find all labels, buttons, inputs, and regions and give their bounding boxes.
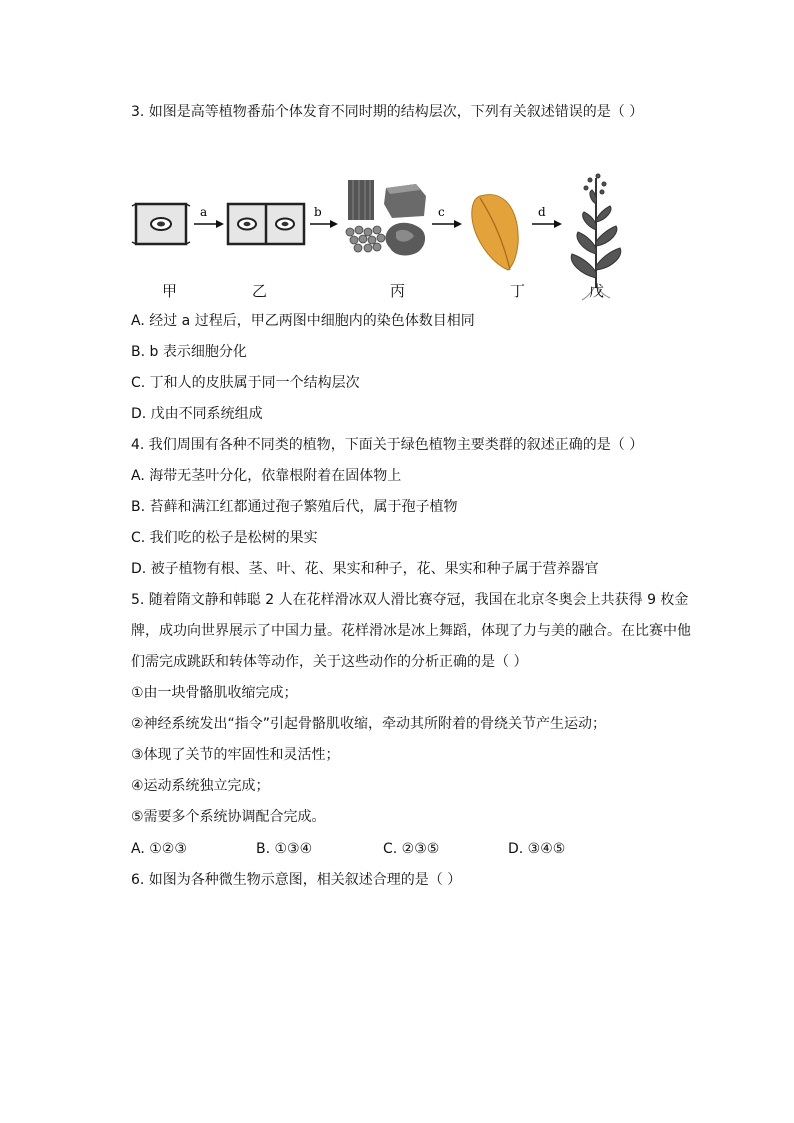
tomato-structure-diagram bbox=[128, 158, 648, 306]
q4-option-d: D. 被子植物有根、茎、叶、花、果实和种子，花、果实和种子属于营养器官 bbox=[131, 561, 599, 577]
q5-statement-1: ①由一块骨骼肌收缩完成； bbox=[131, 685, 298, 701]
two-cells-icon bbox=[228, 204, 304, 244]
arrow-d-icon bbox=[532, 205, 562, 228]
single-cell-icon bbox=[132, 204, 190, 244]
arrow-b-label: b bbox=[314, 205, 322, 219]
question-5-stem-line-2: 牌，成功向世界展示了中国力量。花样滑冰是冰上舞蹈，体现了力与美的融合。在比赛中他 bbox=[131, 623, 691, 639]
structure-levels-figure bbox=[128, 158, 648, 306]
q5-statement-2: ②神经系统发出“指令”引起骨骼肌收缩，牵动其所附着的骨绕关节产生运动； bbox=[131, 716, 607, 732]
arrow-b-icon bbox=[310, 205, 338, 228]
tissues-icon bbox=[346, 180, 426, 255]
arrow-c-label: c bbox=[438, 205, 445, 219]
arrow-d-label: d bbox=[538, 205, 546, 219]
q4-option-c: C. 我们吃的松子是松树的果实 bbox=[131, 530, 318, 546]
q5-statement-5: ⑤需要多个系统协调配合完成。 bbox=[131, 809, 326, 825]
q3-option-d: D. 戊由不同系统组成 bbox=[131, 406, 263, 422]
q3-option-a: A. 经过 a 过程后，甲乙两图中细胞内的染色体数目相同 bbox=[131, 313, 475, 329]
question-5-stem-line-1: 5. 随着隋文静和韩聪 2 人在花样滑冰双人滑比赛夺冠，我国在北京冬奥会上共获得 9 枚金 bbox=[131, 592, 689, 608]
q5-option-c: C. ②③⑤ bbox=[383, 841, 440, 857]
q4-option-a: A. 海带无茎叶分化，依靠根附着在固体物上 bbox=[131, 468, 402, 484]
q5-option-b: B. ①③④ bbox=[256, 841, 313, 857]
q5-option-a: A. ①②③ bbox=[131, 841, 187, 857]
stage-label-yi: 乙 bbox=[252, 282, 268, 300]
q3-option-b: B. b 表示细胞分化 bbox=[131, 344, 247, 360]
arrow-a-icon bbox=[194, 205, 224, 228]
stage-label-jia: 甲 bbox=[162, 282, 178, 300]
q5-option-d: D. ③④⑤ bbox=[508, 841, 566, 857]
arrow-c-icon bbox=[432, 205, 462, 228]
question-6-stem: 6. 如图为各种微生物示意图，相关叙述合理的是（ ） bbox=[131, 872, 462, 888]
stage-label-ding: 丁 bbox=[510, 282, 526, 300]
question-5-stem-line-3: 们需完成跳跃和转体等动作，关于这些动作的分析正确的是（ ） bbox=[131, 654, 528, 670]
stage-label-wu: 戊 bbox=[589, 282, 605, 300]
q4-option-b: B. 苔藓和满江红都通过孢子繁殖后代，属于孢子植物 bbox=[131, 499, 458, 515]
question-4-stem: 4. 我们周围有各种不同类的植物，下面关于绿色植物主要类群的叙述正确的是（ ） bbox=[131, 437, 644, 453]
q5-statement-3: ③体现了关节的牢固性和灵活性； bbox=[131, 747, 340, 763]
q5-statement-4: ④运动系统独立完成； bbox=[131, 778, 270, 794]
q3-option-c: C. 丁和人的皮肤属于同一个结构层次 bbox=[131, 375, 360, 391]
stage-label-bing: 丙 bbox=[390, 282, 406, 300]
arrow-a-label: a bbox=[200, 205, 208, 219]
leaf-icon bbox=[472, 195, 518, 270]
question-3-stem: 3. 如图是高等植物番茄个体发育不同时期的结构层次，下列有关叙述错误的是（ ） bbox=[131, 104, 644, 120]
